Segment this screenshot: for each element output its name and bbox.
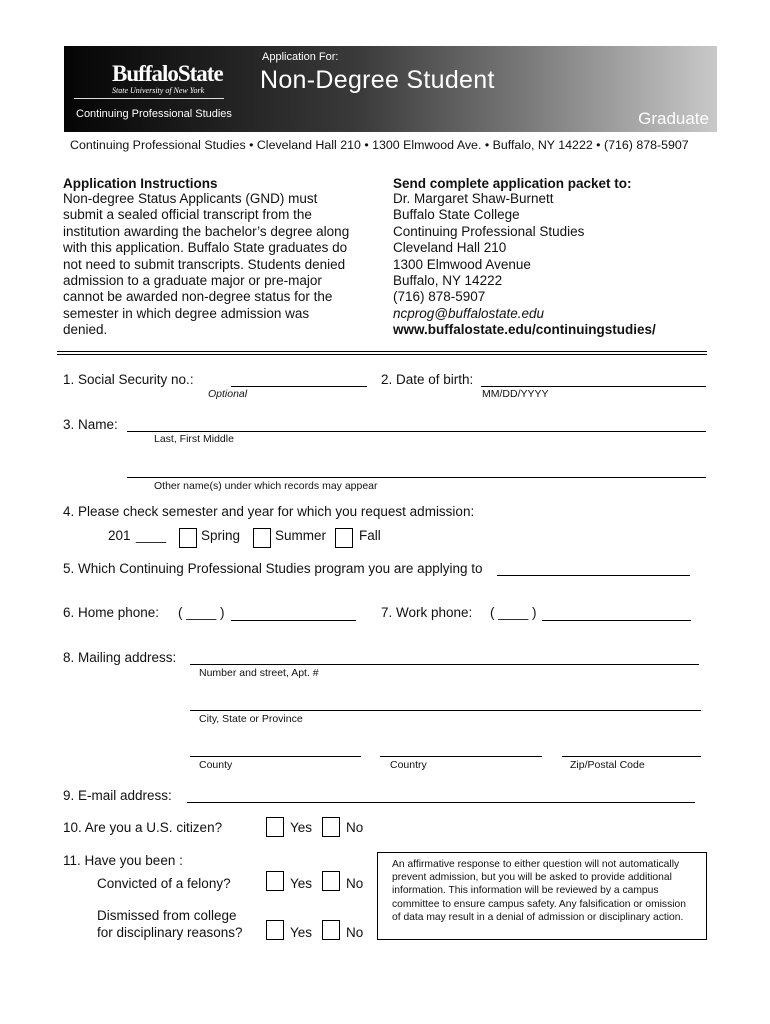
fall-checkbox[interactable] — [335, 528, 353, 548]
spring-checkbox[interactable] — [179, 528, 197, 548]
header-banner — [64, 46, 717, 132]
citizen-question: 10. Are you a U.S. citizen? — [63, 820, 223, 835]
page-title: Non-Degree Student — [260, 66, 495, 94]
send-to-line: Cleveland Hall 210 — [393, 240, 507, 256]
send-to-block — [393, 176, 693, 339]
fall-label: Fall — [359, 528, 381, 543]
buffalo-state-logo: BuffaloState — [112, 61, 223, 86]
send-to-heading: Send complete application packet to: — [393, 176, 632, 191]
zip-hint: Zip/Postal Code — [570, 759, 645, 771]
name-field[interactable] — [127, 431, 706, 432]
ssn-hint: Optional — [208, 388, 248, 400]
mailing-address-label: 8. Mailing address: — [63, 650, 177, 665]
year-prefix: 201 — [108, 528, 131, 543]
year-field[interactable]: ____ — [136, 528, 167, 543]
program-field[interactable] — [497, 575, 690, 576]
felony-yes-checkbox[interactable] — [266, 871, 284, 891]
send-to-line: 1300 Elmwood Avenue — [393, 256, 531, 272]
send-to-line: Buffalo, NY 14222 — [393, 273, 503, 289]
work-phone-field[interactable] — [542, 620, 691, 621]
zip-field[interactable] — [562, 756, 701, 757]
no-label: No — [346, 876, 364, 891]
no-label: No — [346, 925, 364, 940]
name-label: 3. Name: — [63, 417, 118, 432]
citizen-yes-checkbox[interactable] — [266, 817, 284, 837]
other-names-field[interactable] — [127, 477, 706, 478]
dismissed-question-line2: for disciplinary reasons? — [97, 925, 243, 940]
dismissed-yes-checkbox[interactable] — [266, 920, 284, 940]
send-to-line: (716) 878-5907 — [393, 289, 486, 305]
city-field[interactable] — [190, 710, 701, 711]
logo-divider — [74, 98, 224, 99]
dob-hint: MM/DD/YYYY — [482, 388, 549, 400]
name-hint: Last, First Middle — [154, 433, 234, 445]
felony-question: Convicted of a felony? — [97, 876, 231, 891]
spring-label: Spring — [201, 528, 241, 543]
send-to-line: Buffalo State College — [393, 207, 520, 223]
country-hint: Country — [390, 759, 427, 771]
county-field[interactable] — [190, 756, 361, 757]
other-names-hint: Other name(s) under which records may appear — [154, 480, 378, 492]
have-you-been-label: 11. Have you been : — [63, 853, 183, 868]
send-to-line: Dr. Margaret Shaw-Burnett — [393, 191, 554, 206]
street-field[interactable] — [190, 664, 699, 665]
county-hint: County — [199, 759, 233, 771]
email-field[interactable] — [187, 802, 695, 803]
email-label: 9. E-mail address: — [63, 788, 172, 803]
ssn-label: 1. Social Security no.: — [63, 372, 194, 387]
citizen-no-checkbox[interactable] — [322, 817, 340, 837]
no-label: No — [346, 820, 364, 835]
address-line: Continuing Professional Studies • Cleveland Hall 210 • 1300 Elmwood Ave. • Buffalo, NY 14222 • (716) 878-5907 — [70, 138, 689, 152]
ssn-field[interactable] — [231, 386, 367, 387]
street-hint: Number and street, Apt. # — [199, 667, 319, 679]
disclosure-notice: An affirmative response to either question will not automatically prevent admission, but you will be asked to provide additional information. This information will be reviewed by a campus committee to ensure campus safety. Any falsification or omission of data may result in a denial of admission or disciplinary action. — [377, 852, 707, 940]
divider — [57, 354, 707, 355]
program-question: 5. Which Continuing Professional Studies program you are applying to — [63, 561, 483, 576]
level-label: Graduate — [638, 109, 709, 128]
country-field[interactable] — [380, 756, 542, 757]
city-hint: City, State or Province — [199, 713, 303, 725]
work-area-code-field[interactable]: ( ____ ) — [490, 605, 537, 620]
website-link[interactable]: www.buffalostate.edu/continuingstudies/ — [393, 322, 656, 338]
felony-no-checkbox[interactable] — [322, 871, 340, 891]
yes-label: Yes — [290, 876, 313, 891]
dob-label: 2. Date of birth: — [381, 372, 474, 387]
instructions-heading: Application Instructions — [63, 176, 218, 191]
instructions-body: Non-degree Status Applicants (GND) must submit a sealed official transcript from the institution awarding the bachelor’s degree along with this application. Buffalo State graduates do not need to submit transcripts. Students denied admission to a graduate major or pre-major cannot be awarded non-degree status for the semester in which degree admission was denied. — [63, 191, 350, 338]
home-area-code-field[interactable]: ( ____ ) — [178, 605, 225, 620]
summer-label: Summer — [275, 528, 327, 543]
work-phone-label: 7. Work phone: — [381, 605, 473, 620]
dismissed-no-checkbox[interactable] — [322, 920, 340, 940]
logo-subtext: State University of New York — [112, 86, 205, 95]
dob-field[interactable] — [481, 386, 706, 387]
application-for-label: Application For: — [262, 51, 339, 63]
semester-question: 4. Please check semester and year for which you request admission: — [63, 504, 475, 519]
divider — [57, 351, 707, 352]
yes-label: Yes — [290, 925, 313, 940]
home-phone-field[interactable] — [231, 620, 356, 621]
instructions-block — [63, 176, 353, 339]
summer-checkbox[interactable] — [253, 528, 271, 548]
home-phone-label: 6. Home phone: — [63, 605, 160, 620]
yes-label: Yes — [290, 820, 313, 835]
department-name: Continuing Professional Studies — [76, 108, 232, 120]
email-link[interactable]: ncprog@buffalostate.edu — [393, 305, 545, 321]
dismissed-question-line1: Dismissed from college — [97, 908, 237, 923]
send-to-line: Continuing Professional Studies — [393, 223, 585, 239]
